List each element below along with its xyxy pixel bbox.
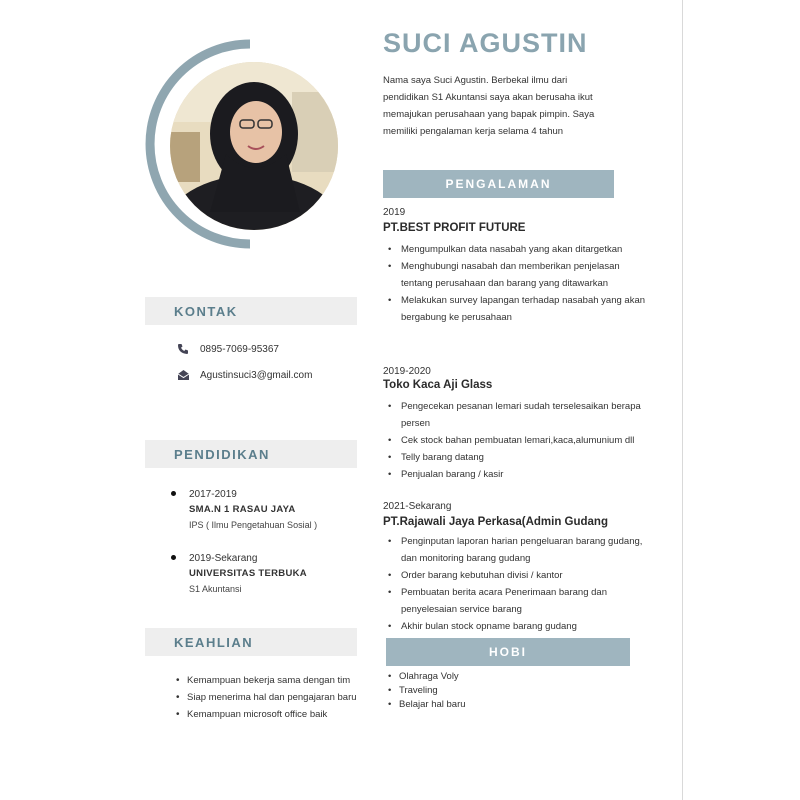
bullet-dot <box>171 555 176 560</box>
education-detail: IPS ( Ilmu Pengetahuan Sosial ) <box>189 520 318 530</box>
candidate-name: SUCI AGUSTIN <box>383 28 588 58</box>
skills-section-title: KEAHLIAN <box>174 634 254 650</box>
job-year: 2019-2020 <box>383 366 431 377</box>
mail-icon <box>176 368 190 382</box>
skill-item: • Siap menerima hal dan pengajaran baru <box>176 689 358 706</box>
hobbies-list <box>388 670 466 712</box>
job-company: Toko Kaca Aji Glass <box>383 379 493 391</box>
education-years: 2017-2019 <box>189 489 237 500</box>
experience-section-header <box>383 170 614 198</box>
contact-section-title: KONTAK <box>174 303 238 319</box>
contact-phone: 0895-7069-95367 <box>200 343 279 355</box>
education-school: SMA.N 1 RASAU JAYA <box>189 504 296 515</box>
job-duty: • Cek stock bahan pembuatan lemari,kaca,alumunium dll <box>388 432 653 449</box>
job-duties-list <box>388 398 653 483</box>
hobby-item: • Traveling <box>388 684 466 698</box>
bullet-dot <box>171 491 176 496</box>
contact-section-header <box>145 297 357 325</box>
job-duty: • Pembuatan berita acara Penerimaan barang dan penyelesaian service barang <box>388 584 653 618</box>
job-duty: • Order barang kebutuhan divisi / kantor <box>388 567 653 584</box>
job-duty: • Penginputan laporan harian pengeluaran barang gudang, dan monitoring barang gudang <box>388 533 653 567</box>
hobbies-section-header <box>386 638 630 666</box>
job-duty: • Akhir bulan stock opname barang gudang <box>388 618 653 635</box>
job-company: PT.Rajawali Jaya Perkasa(Admin Gudang <box>383 516 608 528</box>
education-item <box>175 552 307 596</box>
job-duties-list <box>388 533 653 635</box>
job-duty: • Penjualan barang / kasir <box>388 466 653 483</box>
profile-photo <box>170 62 338 230</box>
skill-item: • Kemampuan microsoft office baik <box>176 706 358 723</box>
education-item <box>175 488 317 532</box>
phone-icon <box>176 342 190 356</box>
skill-item: • Kemampuan bekerja sama dengan tim <box>176 672 358 689</box>
job-duty: • Mengumpulkan data nasabah yang akan ditargetkan <box>388 241 653 258</box>
page-edge-divider <box>682 0 683 800</box>
hobby-item: • Olahraga Voly <box>388 670 466 684</box>
job-duty: • Pengecekan pesanan lemari sudah terselesaikan berapa persen <box>388 398 653 432</box>
job-duty: • Menghubungi nasabah dan memberikan penjelasan tentang perusahaan dan barang yang ditawarkan <box>388 258 653 292</box>
education-section-title: PENDIDIKAN <box>174 446 270 462</box>
job-year: 2019 <box>383 207 406 218</box>
job-company: PT.BEST PROFIT FUTURE <box>383 222 526 234</box>
job-duty: • Telly barang datang <box>388 449 653 466</box>
education-school: UNIVERSITAS TERBUKA <box>189 568 307 579</box>
skills-section-header <box>145 628 357 656</box>
contact-email-row <box>176 368 312 382</box>
job-duty: • Melakukan survey lapangan terhadap nasabah yang akan bergabung ke perusahaan <box>388 292 653 326</box>
job-year: 2021-Sekarang <box>383 501 452 512</box>
skills-list <box>176 672 358 723</box>
job-duties-list <box>388 241 653 326</box>
education-section-header <box>145 440 357 468</box>
hobbies-section-title: HOBI <box>489 645 527 659</box>
education-years: 2019-Sekarang <box>189 553 258 564</box>
contact-email[interactable]: Agustinsuci3@gmail.com <box>200 369 313 381</box>
profile-summary: Nama saya Suci Agustin. Berbekal ilmu dari pendidikan S1 Akuntansi saya akan berusaha ikut memajukan perusahaan yang bapak pimpin. Saya memiliki pengalaman kerja selama 4 tahun <box>383 75 595 137</box>
hobby-item: • Belajar hal baru <box>388 698 466 712</box>
experience-section-title: PENGALAMAN <box>445 177 552 191</box>
education-detail: S1 Akuntansi <box>189 584 242 594</box>
contact-phone-row <box>176 342 279 356</box>
